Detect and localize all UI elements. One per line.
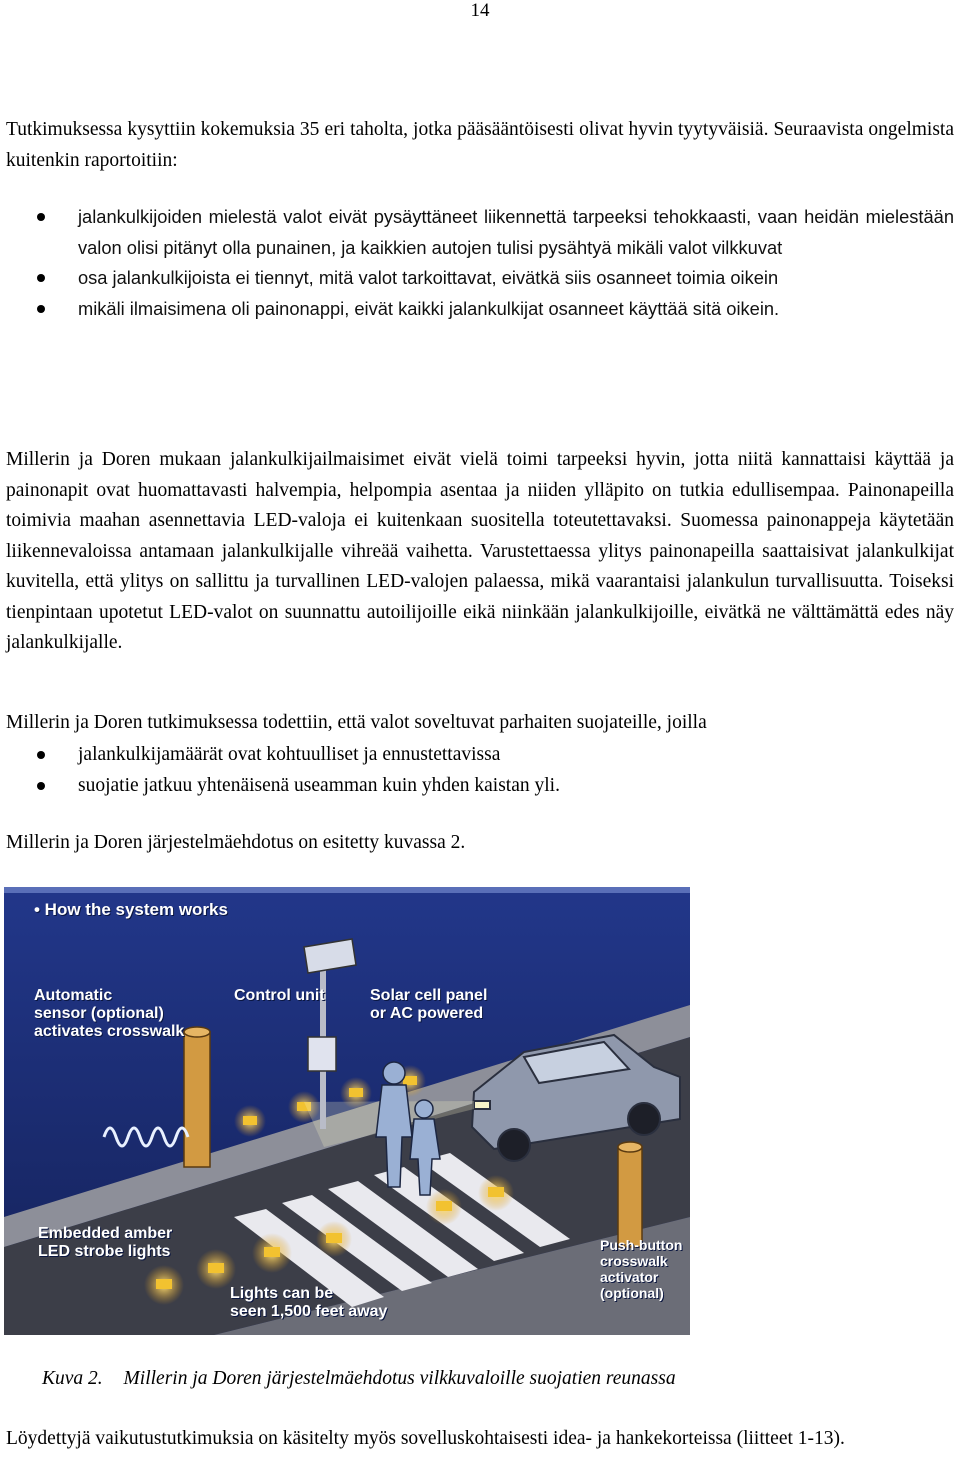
closing-paragraph: Löydettyjä vaikutustutkimuksia on käsitelty myös sovelluskohtaisesti idea- ja hankekorteissa (liitteet 1-13). [6, 1428, 845, 1449]
push-button-post [618, 1142, 642, 1247]
visibility-label: Lights can be seen 1,500 feet away [230, 1285, 388, 1320]
body-paragraph: Millerin ja Doren mukaan jalankulkijailmaisimet eivät vielä toimi tarpeeksi hyvin, jotta niitä kannattaisi käyttää ja painonapit ovat huomattavasti halvempia, helpompia asentaa ja niiden ylläpito on tutkia edullisempaa. Painonapeilla toimivia maahan asennettavia LED-valoja ei kuitenkaan suositella toteutettavaksi. Suomessa painonappeja käytetään liikennevaloissa antamaan jalankulkijalle vihreää vaihetta. Varustettaessa ylitys painonapeilla saattaisivat jalankulkijat kuvitella, että ylitys on sallittu ja turvallinen LED-valojen palaessa, mikä vaarantaisi jalankulun turvallisuutta. Toiseksi tienpintaan upotetut LED-valot on suunnattu autoilijoille eikä niinkään jalankulkijoille, eivätkä ne välttämättä edes näy jalankulkijalle. [6, 449, 954, 653]
push-button-label: Push-button crosswalk activator (optional) [600, 1237, 683, 1301]
system-illustration [4, 887, 690, 1335]
list-item: jalankulkijoiden mielestä valot eivät pysäyttäneet liikennettä tarpeeksi tehokkaasti, vaan heidän mielestään valon olisi pitänyt olla punainen, ja kaikkien autojen tulisi pysähtyä mikäli valot vilkkuvat [6, 202, 954, 263]
sensor-post [184, 1027, 210, 1167]
list-item: mikäli ilmaisimena oli painonappi, eivät kaikki jalankulkijat osanneet käyttää sitä oikein. [6, 294, 954, 325]
caption-text: Millerin ja Doren järjestelmäehdotus vilkkuvaloille suojatien reunassa [123, 1368, 676, 1389]
intro-paragraph: Tutkimuksessa kysyttiin kokemuksia 35 eri taholta, jotka pääsääntöisesti olivat hyvin tyytyväisiä. Seuraavista ongelmista kuitenkin raportoitiin: [6, 119, 954, 171]
control-unit-label: Control unit [234, 987, 325, 1004]
problems-list [6, 202, 954, 324]
page-number: 14 [470, 0, 490, 21]
solar-label: Solar cell panel or AC powered [370, 987, 488, 1022]
led-label: Embedded amber LED strobe lights [38, 1225, 173, 1260]
list-item: jalankulkijamäärät ovat kohtuulliset ja ennustettavissa [6, 740, 954, 771]
caption-number: Kuva 2. [42, 1368, 103, 1389]
sensor-label: Automatic sensor (optional) activates crosswalk [34, 987, 185, 1040]
list-item: suojatie jatkuu yhtenäisenä useamman kuin yhden kaistan yli. [6, 771, 954, 802]
crosswalk-illustration [4, 887, 690, 1335]
figure-reference-paragraph: Millerin ja Doren järjestelmäehdotus on esitetty kuvassa 2. [6, 832, 466, 853]
figure-heading: • How the system works [34, 900, 228, 919]
figure-caption [42, 1364, 676, 1395]
list-item: osa jalankulkijoista ei tiennyt, mitä valot tarkoittavat, eivätkä siis osanneet toimia oikein [6, 263, 954, 294]
conditions-list [6, 740, 954, 801]
conditions-paragraph: Millerin ja Doren tutkimuksessa todettiin, että valot soveltuvat parhaiten suojateille, joilla [6, 712, 707, 733]
